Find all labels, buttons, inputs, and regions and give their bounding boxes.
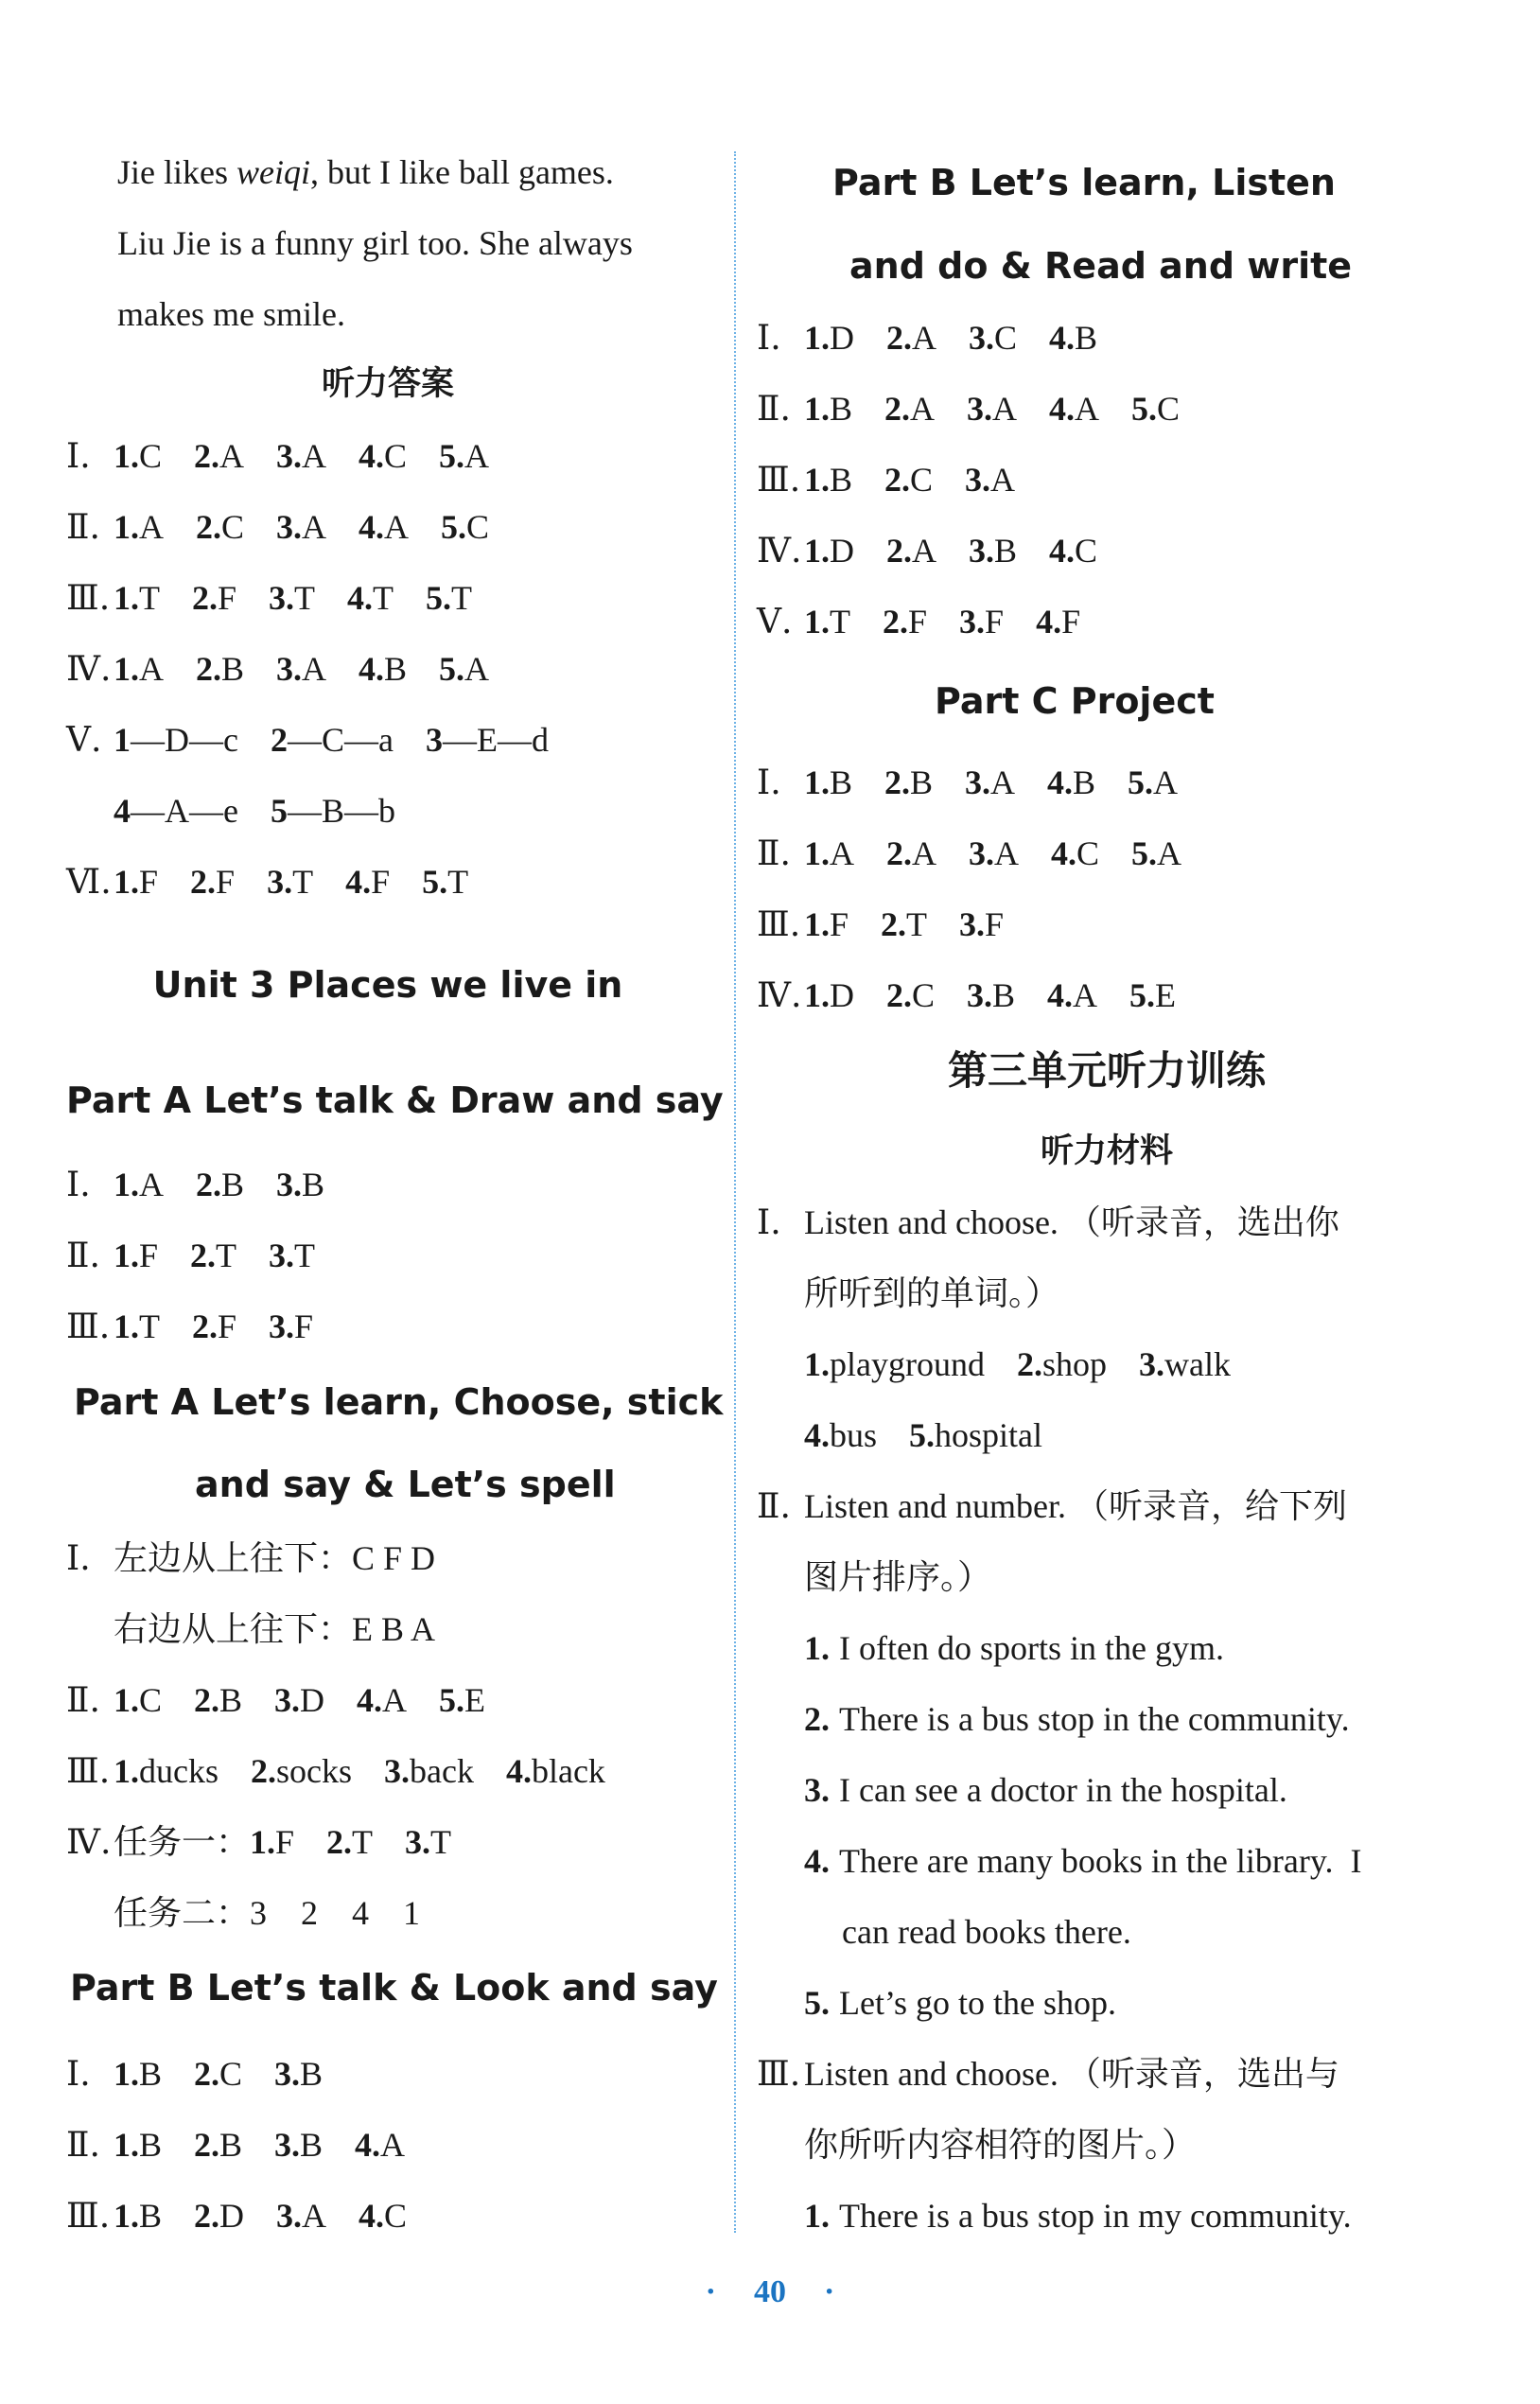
answer-item: 4.F [1036,603,1081,640]
answer-item: 2.F [192,1307,237,1345]
answer-item: 1.ducks [114,1752,219,1790]
roman-numeral: Ⅲ. [757,905,801,944]
q1-line-1: Ⅰ. Listen and choose. （听录音，选出你 [757,1203,1339,1242]
answer-item: 3.A [965,763,1016,801]
roman-numeral: Ⅳ. [66,650,112,689]
answer-item: 5.A [1131,834,1182,872]
answer-item: 2—C—a [270,721,394,759]
answer-item: 1.C [114,437,163,475]
roman-numeral: Ⅲ. [757,461,801,500]
answer-item: 2.B [196,650,245,688]
q1-words-row-1 [804,1343,1231,1385]
answer-item: 3.A [967,390,1018,428]
answer-item: 3.F [959,905,1005,943]
roman-numeral: Ⅱ. [757,834,791,873]
part-c-title: Part C Project [935,680,1215,722]
answer-item: 3.A [969,834,1019,872]
answer-item: 1.B [114,2126,163,2164]
answer-item: 2.C [884,461,934,499]
answer-item: 3.B [967,976,1016,1014]
answer-item: 1—D—c [114,721,238,759]
answer-item: 1.D [804,319,854,357]
page-number: 40 [754,2274,786,2309]
answer-item: 5.A [439,650,490,688]
roman-numeral: Ⅱ. [66,508,100,547]
answer-item: 5.C [441,508,490,546]
answer-item: 4.T [347,579,394,617]
answer-item: 3.T [269,579,316,617]
part-a-learn-row-4: Ⅳ.任务一：1.F 2.T 3.T [66,1823,452,1862]
answer-item: 4.F [345,863,391,901]
answer-item: 1.T [114,1307,160,1345]
answer-item: 1.F [114,863,159,901]
answer-item: 3.C [969,319,1018,357]
answer-item: 3.D [274,1681,325,1719]
answer-item: 3.F [959,603,1005,640]
answer-item: 5.hospital [909,1416,1043,1454]
roman-numeral: Ⅰ. [66,1166,91,1204]
answer-row [757,388,1180,430]
answer-item: 1.B [804,461,853,499]
part-a-learn-row-2 [66,1679,485,1722]
roman-numeral: Ⅳ. [757,532,802,570]
answer-item: 4.B [1047,763,1096,801]
answer-row [757,530,1097,572]
q2-line-1: Ⅱ. Listen and number. （听录音，给下列 [757,1487,1347,1526]
roman-numeral: Ⅱ. [66,1681,100,1720]
part-a-learn-title-2: and say & Let’s spell [195,1464,616,1505]
answer-item: 5.E [439,1681,486,1719]
q1-words-row-2 [804,1414,1042,1456]
part-a-learn-row-4b: 任务二：3 2 4 1 [114,1894,421,1932]
part-b-learn-title-2: and do & Read and write [849,245,1353,287]
roman-numeral: Ⅲ. [66,1752,111,1791]
roman-numeral: Ⅰ. [757,319,781,358]
answer-item: 2.D [194,2197,245,2235]
answer-item: 2.shop [1016,1345,1107,1383]
answer-item: 2.F [190,863,236,901]
roman-numeral: Ⅴ. [66,721,102,760]
answer-item: 3.B [276,1166,325,1203]
answer-item: 2.B [884,763,934,801]
roman-numeral: Ⅰ. [66,437,91,476]
answer-row [757,459,1015,501]
answer-item: 5.C [1131,390,1181,428]
answer-item: 4.A [355,2126,406,2164]
roman-numeral: Ⅲ. [66,579,111,618]
answer-item: 5.A [439,437,490,475]
answer-row [66,506,489,549]
answer-item: 1.A [804,834,854,872]
q2-sentence-4-continued: can read books there. [842,1913,1131,1951]
answer-item: 1.B [114,2055,163,2093]
answer-item: 2.B [196,1166,245,1203]
footer-dot-right: · [824,2274,835,2309]
answer-item: 3.F [269,1307,314,1345]
part-b-talk-title: Part B Let’s talk & Look and say [70,1967,718,2009]
page-footer [0,2274,1540,2310]
answer-item: 2.C [196,508,245,546]
answer-item: 1.F [114,1237,159,1274]
answer-item: 3.A [276,508,327,546]
answer-row [757,601,1080,643]
answer-row [757,833,1181,875]
q2-line-2: 图片排序。） [804,1558,992,1596]
answer-item: 1.T [114,579,160,617]
answer-row [66,1306,313,1348]
answer-item: 1.playground [804,1345,985,1383]
answer-item: 2.A [884,390,936,428]
answer-item: 1.B [804,763,853,801]
answer-row [66,2195,407,2237]
passage-line-2: Liu Jie is a funny girl too. She always [117,224,633,262]
answer-item: 2.A [886,532,936,570]
answer-item: 2.C [194,2055,243,2093]
roman-numeral: Ⅵ. [66,863,112,902]
answer-item: 4.C [1051,834,1100,872]
answer-item: 3.B [274,2126,324,2164]
answer-item: 2.F [883,603,928,640]
answer-item: 3.T [269,1237,316,1274]
answer-item: 3.A [276,2197,327,2235]
q2-sentence-5: 5. Let’s go to the shop. [804,1984,1116,2022]
answer-item: 2.C [886,976,936,1014]
answer-item: 2.T [881,905,928,943]
passage-line-1: Jie likes weiqi, but I like ball games. [117,153,614,191]
unit-title: Unit 3 Places we live in [152,964,623,1006]
answer-row [66,719,549,762]
part-a-learn-row-1b: 右边从上往下：E B A [114,1610,436,1648]
answer-item: 3—E—d [425,721,549,759]
part-a-talk-title: Part A Let’s talk & Draw and say [66,1079,724,1121]
answer-row [66,577,472,620]
answer-item: 2.B [194,1681,243,1719]
answer-item: 3.A [965,461,1016,499]
part-a-learn-row-3 [66,1750,605,1793]
answer-row [66,861,468,904]
answer-item: 3.A [276,437,327,475]
roman-numeral: Ⅱ. [757,390,791,429]
answer-item: 4.A [1049,390,1100,428]
answer-row [757,762,1178,804]
answer-item: 4—A—e [114,792,238,830]
answer-row [66,1235,315,1277]
roman-numeral: Ⅳ. [757,976,802,1015]
answer-item: 5—B—b [270,792,395,830]
answer-item: 4.C [359,2197,408,2235]
answer-item: 2.T [190,1237,237,1274]
footer-dot-left: · [705,2274,716,2309]
roman-numeral: Ⅲ. [66,1307,111,1346]
answer-item: 3.T [267,863,314,901]
answer-item: 4.black [505,1752,605,1790]
roman-numeral: Ⅱ. [66,1237,100,1275]
answer-item: 1.A [114,1166,164,1203]
q3-line-2: 你所听内容相符的图片。） [804,2126,1197,2164]
answer-item: 4.C [1049,532,1098,570]
listening-answers-title: 听力答案 [321,365,454,403]
answer-item: 3.A [276,650,327,688]
answer-item: 1.A [114,650,164,688]
q3-sentence-1: 1. There is a bus stop in my community. [804,2197,1352,2235]
answer-item: 2.B [194,2126,243,2164]
answer-item: 4.B [359,650,408,688]
materials-title: 听力材料 [1040,1132,1173,1170]
roman-numeral: Ⅴ. [757,603,793,641]
answer-item: 4.A [357,1681,408,1719]
answer-row [757,904,1004,946]
part-a-learn-row-1: Ⅰ. 左边从上往下：C F D [66,1539,436,1578]
answer-item: 5.A [1128,763,1179,801]
answer-item: 4.C [359,437,408,475]
answer-item: 3.B [274,2055,324,2093]
q2-sentence: 3. I can see a doctor in the hospital. [804,1771,1287,1809]
answer-item: 1.F [804,905,849,943]
column-divider [734,151,736,2233]
answer-row [66,435,489,478]
answer-item: 1.B [114,2197,163,2235]
answer-row [66,2124,405,2167]
answer-row [114,790,395,832]
q3-line-1: Ⅲ. Listen and choose. （听录音，选出与 [757,2055,1339,2094]
answer-item: 2.A [886,319,936,357]
answer-item: 1.A [114,508,164,546]
answer-item: 3.back [384,1752,474,1790]
answer-item: 1.B [804,390,853,428]
answer-item: 2.socks [251,1752,352,1790]
roman-numeral: Ⅰ. [757,763,781,802]
answer-item: 1.C [114,1681,163,1719]
answer-item: 2.F [192,579,237,617]
answer-item: 5.T [426,579,473,617]
answer-item: 2.T [326,1823,374,1861]
answer-item: 5.E [1129,976,1177,1014]
answer-item: 4.A [359,508,410,546]
answer-item: 2.A [886,834,936,872]
roman-numeral: Ⅱ. [66,2126,100,2165]
answer-item: 4.B [1049,319,1098,357]
q2-sentence: 2. There is a bus stop in the community. [804,1700,1350,1738]
answer-row [66,648,489,691]
passage-line-3: makes me smile. [117,295,345,333]
roman-numeral: Ⅲ. [66,2197,111,2236]
answer-item: 2.A [194,437,245,475]
q2-sentence: 1. I often do sports in the gym. [804,1629,1224,1667]
answer-row [757,317,1097,360]
answer-row [757,974,1176,1017]
part-b-learn-title-1: Part B Let’s learn, Listen [832,162,1336,203]
answer-item: 1.T [804,603,850,640]
answer-item: 3.T [405,1823,452,1861]
answer-item: 1.F [250,1823,295,1861]
roman-numeral: Ⅰ. [66,2055,91,2094]
q2-sentence: 4. There are many books in the library. I [804,1842,1362,1880]
unit3-listening-title: 第三单元听力训练 [947,1047,1266,1094]
answer-item: 4.bus [804,1416,878,1454]
answer-item: 4.A [1047,976,1098,1014]
answer-item: 1.D [804,532,854,570]
q1-line-2: 所听到的单词。） [804,1274,1060,1312]
answer-item: 5.T [422,863,469,901]
answer-item: 3.B [969,532,1018,570]
answer-item: 1.D [804,976,854,1014]
part-a-learn-title-1: Part A Let’s learn, Choose, stick [74,1381,724,1423]
answer-item: 3.walk [1138,1345,1231,1383]
answer-row [66,2053,323,2096]
answer-row [66,1164,324,1206]
